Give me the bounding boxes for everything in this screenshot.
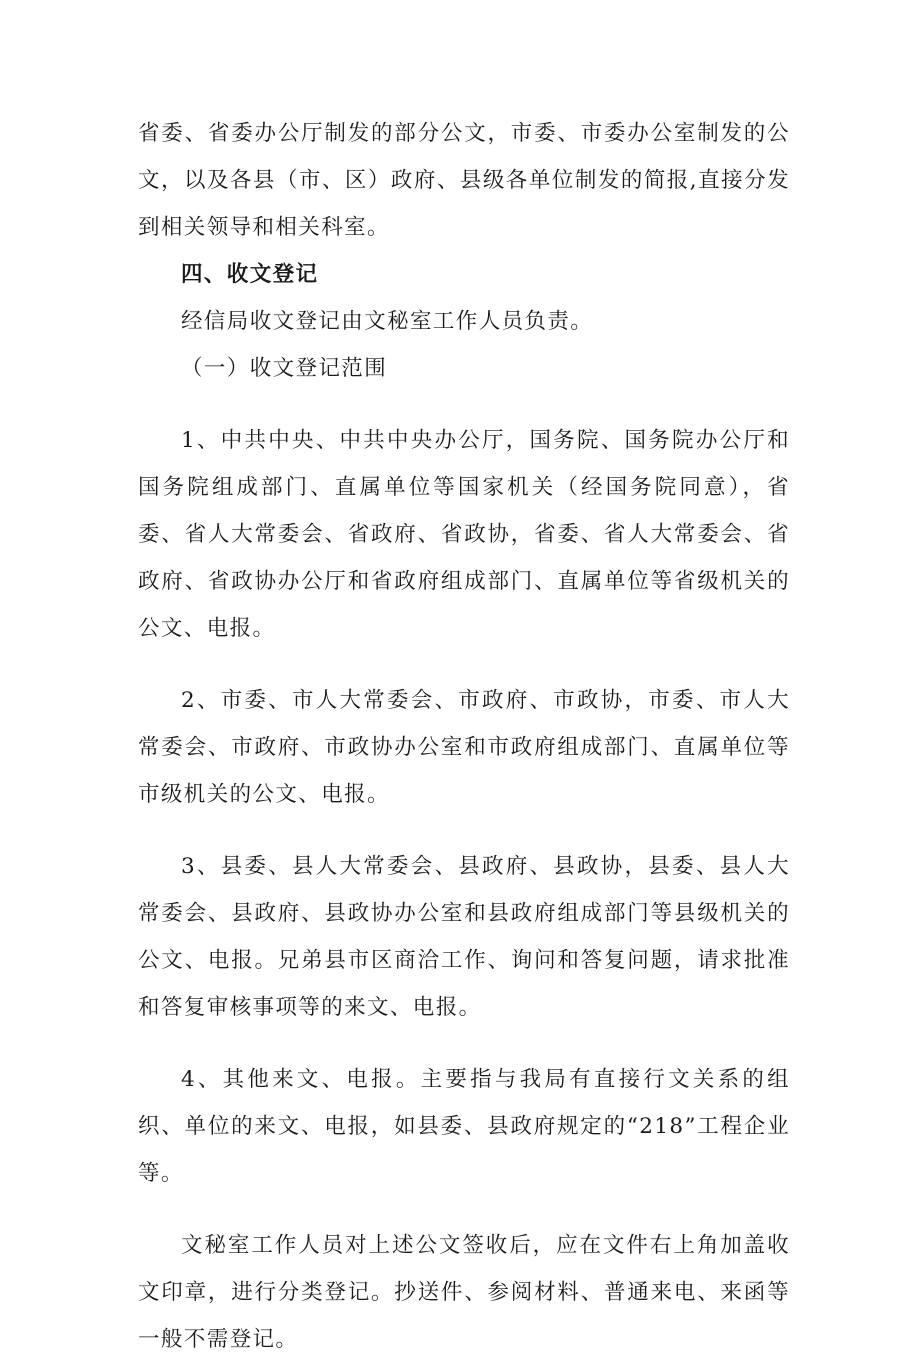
paragraph-responsibility: 经信局收文登记由文秘室工作人员负责。 [181,309,594,334]
document-body [138,110,790,1363]
paragraph-distribution: 省委、省委办公厅制发的部分公文，市委、市委办公室制发的公文，以及各县（市、区）政府、县级各单位制发的简报,直接分发到相关领导和相关科室。 [138,121,790,240]
subsection-heading-scope: （一）收文登记范围 [181,356,388,381]
section-heading-registration: 四、收文登记 [181,262,319,287]
list-item-3: 3、县委、县人大常委会、县政府、县政协，县委、县人大常委会、县政府、县政协办公室和县政府组成部门等县级机关的公文、电报。兄弟县市区商洽工作、询问和答复问题，请求批准和答复审核事项等的来文、电报。 [138,854,790,1020]
list-item-1: 1、中共中央、中共中央办公厅，国务院、国务院办公厅和国务院组成部门、直属单位等国家机关（经国务院同意），省委、省人大常委会、省政府、省政协，省委、省人大常委会、省政府、省政协办公厅和省政府组成部门、直属单位等省级机关的公文、电报。 [138,428,790,641]
paragraph-stamp-registration: 文秘室工作人员对上述公文签收后，应在文件右上角加盖收文印章，进行分类登记。抄送件、参阅材料、普通来电、来函等一般不需登记。 [138,1233,790,1352]
list-item-2: 2、市委、市人大常委会、市政府、市政协，市委、市人大常委会、市政府、市政协办公室和市政府组成部门、直属单位等市级机关的公文、电报。 [138,688,790,807]
list-item-4: 4、其他来文、电报。主要指与我局有直接行文关系的组织、单位的来文、电报，如县委、县政府规定的“218”工程企业等。 [138,1067,790,1186]
